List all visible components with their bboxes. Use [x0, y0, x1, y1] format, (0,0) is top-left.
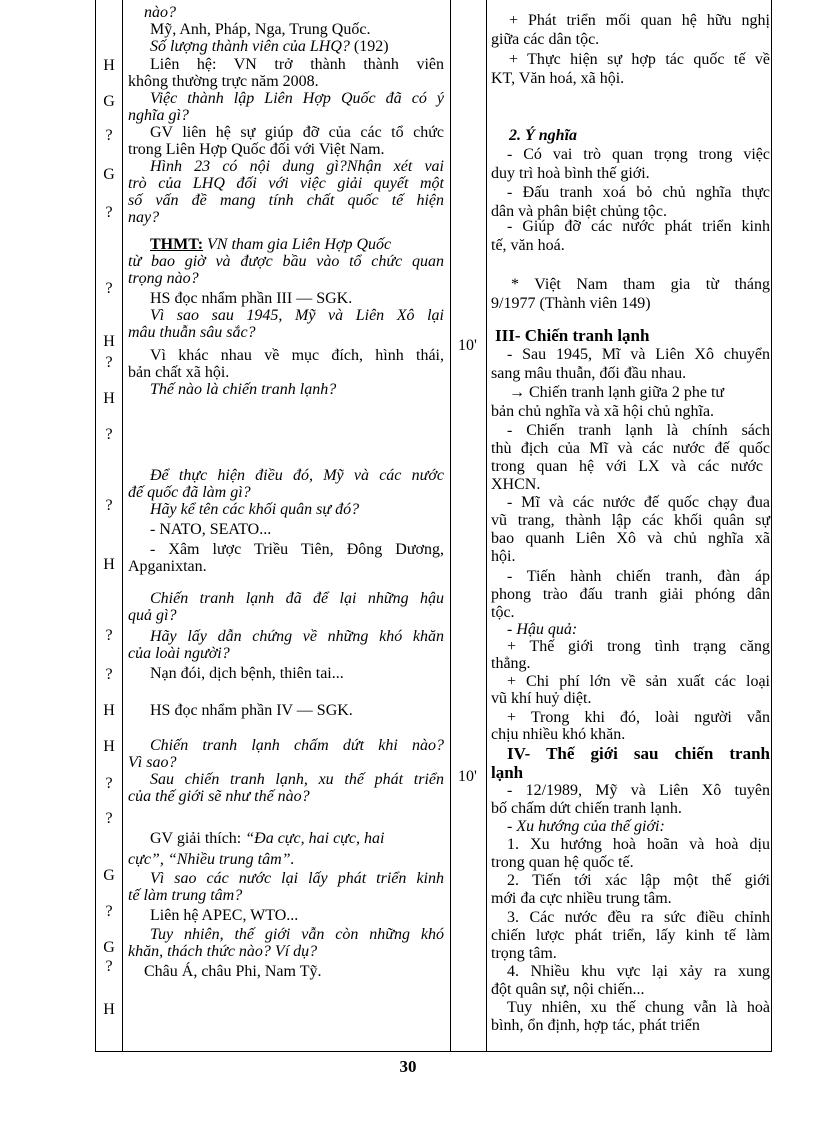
note-text: trong Liên Hợp Quốc đối với Việt Nam.	[128, 141, 385, 158]
time-marker: 10'	[458, 337, 477, 354]
content-text: - Mĩ và các nước đế quốc chạy đua	[507, 494, 770, 511]
question-text: Để thực hiện điều đó, Mỹ và các nước	[150, 467, 444, 484]
question-text: Vì sao các nước lại lấy phát triển kinh	[150, 870, 444, 887]
content-text: - Tiến hành chiến tranh, đàn áp	[507, 568, 770, 585]
section-heading: 2. Ý nghĩa	[509, 127, 578, 144]
answer-text: Vì khác nhau về mục đích, hình thái,	[150, 347, 444, 364]
question-text: Vì sao sau 1945, Mỹ và Liên Xô lại	[150, 307, 444, 324]
content-text: - Chiến tranh lạnh là chính sách	[507, 422, 770, 439]
student-activity: HS đọc nhẩm phần IV — SGK.	[150, 702, 353, 719]
arrow-icon: →	[509, 384, 525, 401]
content-text: - Giúp đỡ các nước phát triển kinh	[507, 218, 770, 235]
question-text: số vấn đề mang tính chất quốc tế hiện	[128, 192, 444, 209]
content-text: 2. Tiến tới xác lập một thế giới	[507, 872, 770, 889]
content-text: - Có vai trò quan trọng trong việc	[507, 146, 770, 163]
content-text: * Việt Nam tham gia từ tháng	[511, 276, 770, 293]
teacher-explanation: cực”, “Nhiều trung tâm”.	[128, 851, 295, 868]
content-text: 4. Nhiều khu vực lại xảy ra xung	[507, 963, 770, 980]
activity-marker: H	[103, 702, 115, 719]
content-text: giữa các dân tộc.	[491, 31, 600, 48]
subheading-text: - Xu hướng của thế giới:	[507, 818, 665, 835]
content-text: 9/1977 (Thành viên 149)	[491, 295, 651, 312]
question-text: trọng nào?	[128, 270, 199, 287]
content-text: chiến lược phát triển, lấy kinh tế làm	[491, 927, 770, 944]
content-text: KT, Văn hoá, xã hội.	[491, 70, 625, 87]
content-text: bao quanh Liên Xô và chủ nghĩa xã	[491, 530, 770, 547]
content-text: + Phát triển mối quan hệ hữu nghị	[509, 12, 770, 29]
question-text: tế làm trung tâm?	[128, 887, 243, 904]
activity-marker: ?	[105, 810, 113, 827]
activity-marker: ?	[105, 497, 113, 514]
activity-marker: ?	[105, 127, 113, 144]
content-text: vũ trang, thành lập các khối quân sự	[491, 512, 770, 529]
activity-marker: ?	[105, 775, 113, 792]
question-text: từ bao giờ và được bầu vào tổ chức quan	[128, 253, 444, 270]
answer-text: Mỹ, Anh, Pháp, Nga, Trung Quốc.	[150, 21, 371, 38]
student-activity: HS đọc nhẩm phần III — SGK.	[150, 290, 353, 307]
activity-marker: H	[103, 556, 115, 573]
answer-text: - NATO, SEATO...	[150, 521, 272, 538]
section-heading: IV- Thế giới sau chiến tranh	[507, 744, 770, 763]
question-text: trò của LHQ đối với việc giải quyết một	[128, 175, 444, 192]
activity-marker: ?	[105, 426, 113, 443]
section-heading: III- Chiến tranh lạnh	[495, 326, 650, 345]
content-text: + Thực hiện sự hợp tác quốc tế về	[509, 51, 770, 68]
question-text: của loài người?	[128, 645, 230, 662]
activity-marker: H	[103, 1001, 115, 1018]
activity-marker: G	[103, 867, 115, 884]
content-text: trọng tâm.	[491, 945, 557, 962]
note-text: Liên hệ: VN trở thành thành viên	[150, 56, 444, 73]
activity-marker: ?	[105, 903, 113, 920]
question-text: Việc thành lập Liên Hợp Quốc đã có ý	[150, 90, 444, 107]
question-text: Tuy nhiên, thế giới vẫn còn những khó	[150, 926, 444, 943]
note-text: GV liên hệ sự giúp đỡ của các tổ chức	[150, 124, 444, 141]
answer-text: Apganixtan.	[128, 558, 207, 575]
question-text: Sau chiến tranh lạnh, xu thế phát triển	[150, 771, 444, 788]
content-text: + Thế giới trong tình trạng căng	[507, 638, 770, 655]
note-text: Liên hệ APEC, WTO...	[150, 907, 299, 924]
content-text: 1. Xu hướng hoà hoãn và hoà dịu	[507, 836, 770, 853]
content-text: XHCN.	[491, 476, 541, 493]
question-text: Hãy kể tên các khối quân sự đó?	[150, 501, 360, 518]
page-number: 30	[399, 1057, 417, 1076]
activity-marker: ?	[105, 666, 113, 683]
content-text: - Sau 1945, Mĩ và Liên Xô chuyển	[507, 346, 770, 363]
activity-marker: ?	[105, 627, 113, 644]
activity-marker: ?	[105, 204, 113, 221]
content-text: tế, văn hoá.	[491, 237, 565, 254]
answer-text: Châu Á, châu Phi, Nam Tỹ.	[144, 963, 322, 980]
content-text: thù địch của Mĩ và các nước đế quốc	[491, 440, 770, 457]
question-text: Chiến tranh lạnh chấm dứt khi nào?	[150, 737, 444, 754]
question-text: nghĩa gì?	[128, 107, 189, 124]
activity-marker: ?	[105, 958, 113, 975]
content-text: sang mâu thuẫn, đối đầu nhau.	[491, 365, 687, 382]
content-text: Tuy nhiên, xu thế chung vẫn là hoà	[507, 999, 770, 1016]
environment-question: THMT: VN tham gia Liên Hợp Quốc	[150, 236, 392, 253]
time-marker: 10'	[458, 768, 477, 785]
activity-marker: G	[103, 166, 115, 183]
content-text: hội.	[491, 548, 516, 565]
content-text: phong trào đấu tranh giải phóng dân	[491, 586, 770, 603]
activity-marker: H	[103, 738, 115, 755]
question-text: đế quốc đã làm gì?	[128, 484, 251, 501]
content-text: vũ khí huỷ diệt.	[491, 690, 592, 707]
content-text: 3. Các nước đều ra sức điều chỉnh	[507, 909, 770, 926]
content-text: bình, ổn định, hợp tác, phát triển	[491, 1017, 700, 1034]
activity-marker: G	[103, 93, 115, 110]
question-text: mâu thuẫn sâu sắc?	[128, 324, 256, 341]
content-text: bản chủ nghĩa và xã hội chủ nghĩa.	[491, 403, 715, 420]
content-text: - 12/1989, Mỹ và Liên Xô tuyên	[507, 782, 770, 799]
content-text: thẳng.	[491, 655, 531, 672]
question-text: nào?	[144, 4, 176, 21]
subheading-text: - Hậu quả:	[507, 621, 578, 638]
question-text: khăn, thách thức nào? Ví dụ?	[128, 943, 318, 960]
answer-text: bản chất xã hội.	[128, 364, 230, 381]
question-text: Vì sao?	[128, 754, 177, 771]
question-text: của thế giới sẽ như thế nào?	[128, 788, 310, 805]
content-text: + Chi phí lớn về sản xuất các loại	[507, 673, 770, 690]
activity-marker: H	[103, 333, 115, 350]
content-text: tộc.	[491, 604, 515, 621]
activity-marker: H	[103, 57, 115, 74]
content-text: → Chiến tranh lạnh giữa 2 phe tư	[509, 384, 725, 401]
content-text: dân và phân biệt chủng tộc.	[491, 203, 667, 220]
content-text: + Trong khi đó, loài người vẫn	[507, 709, 770, 726]
question-text: Hình 23 có nội dung gì?Nhận xét vai	[150, 158, 444, 175]
question-text: Chiến tranh lạnh đã để lại những hậu	[150, 590, 444, 607]
content-text: mới đa cực nhiều trung tâm.	[491, 890, 672, 907]
column-divider	[122, 0, 123, 1052]
question-text: Hãy lấy dẫn chứng về những khó khăn	[150, 628, 444, 645]
content-text: đột quân sự, nội chiến...	[491, 981, 645, 998]
content-text: - Đấu tranh xoá bỏ chủ nghĩa thực	[507, 184, 770, 201]
column-divider	[486, 0, 487, 1052]
section-heading: lạnh	[491, 763, 524, 782]
question-text: Số lượng thành viên của LHQ? (192)	[150, 38, 389, 55]
content-text: duy trì hoà bình thế giới.	[491, 165, 650, 182]
activity-marker: G	[103, 939, 115, 956]
content-text: trong quan hệ với LX và các nước	[491, 458, 763, 475]
answer-text: - Xâm lược Triều Tiên, Đông Dương,	[150, 541, 444, 558]
content-text: trong quan hệ quốc tế.	[491, 854, 634, 871]
note-text: không thường trực năm 2008.	[128, 73, 319, 90]
answer-text: Nạn đói, dịch bệnh, thiên tai...	[150, 665, 344, 682]
activity-marker: ?	[105, 280, 113, 297]
question-text: quả gì?	[128, 607, 177, 624]
teacher-explanation: GV giải thích: “Đa cực, hai cực, hai	[150, 830, 385, 847]
content-text: bố chấm dứt chiến tranh lạnh.	[491, 800, 682, 817]
question-text: Thế nào là chiến tranh lạnh?	[150, 381, 337, 398]
question-text: nay?	[128, 209, 160, 226]
activity-marker: H	[103, 390, 115, 407]
activity-marker: ?	[105, 354, 113, 371]
content-text: chịu nhiều khó khăn.	[491, 726, 626, 743]
